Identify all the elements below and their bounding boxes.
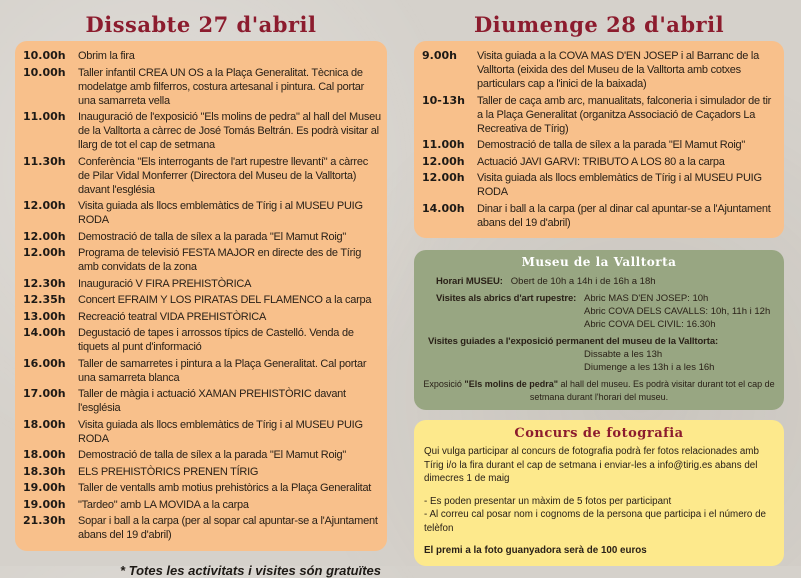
- event-time: 12.00h: [23, 246, 66, 259]
- event-time: 9.00h: [422, 49, 457, 62]
- event-description: Demostració de talla de sílex a la parada "El Mamut Roig": [477, 139, 746, 151]
- contest-rule: - Es poden presentar un màxim de 5 fotos per participant: [424, 495, 672, 507]
- event-description: Taller de ventalls amb motius prehistòrics a la Plaça Generalitat: [78, 482, 372, 494]
- schedule-row: [422, 202, 779, 230]
- event-description: Programa de televisió FESTA MAJOR en directe des de Tírig amb convidats de la zona: [78, 247, 362, 273]
- saturday-title: Dissabte 27 d'abril: [85, 12, 317, 37]
- schedule-row: [422, 171, 779, 199]
- schedule-row: [23, 246, 382, 274]
- event-time: 12.30h: [23, 276, 66, 290]
- event-description: Degustació de tapes i arrossos típics de Castelló. Venda de tiquets al punt d'informació: [78, 327, 354, 353]
- event-description: Conferència "Els interrogants de l'art rupestre llevantí" a càrrec de Pilar Vidal Monferrer (Directora del Museu de la Valltorta) davant l'església: [78, 155, 368, 196]
- hours-value: Obert de 10h a 14h i de 16h a 18h: [510, 276, 656, 287]
- schedule-row: [23, 66, 382, 108]
- event-time: 10.00h: [23, 49, 66, 62]
- event-description: "Tardeo" amb LA MOVIDA a la carpa: [78, 498, 249, 511]
- saturday-column: [15, 0, 387, 578]
- guided-label: Visites guiades a l'exposició permanent del museu de la Valltorta:: [428, 336, 719, 347]
- schedule-row: [422, 94, 779, 136]
- guided-item: Diumenge a les 13h i a les 16h: [584, 362, 715, 373]
- event-time: 13.00h: [23, 309, 66, 323]
- contest-title: Concurs de fotografia: [514, 426, 684, 441]
- event-description: Demostració de talla de sílex a la parada "El Mamut Roig": [78, 449, 347, 461]
- event-description: Taller de màgia i actuació XAMAN PREHISTÒRIC davant l'església: [78, 388, 346, 414]
- schedule-row: [23, 465, 382, 479]
- event-description: Taller de caça amb arc, manualitats, falconeria i simulador de tir a la Plaça Generalitat (organitza Associació de Caçadors La Recreativa de Tírig): [477, 94, 772, 135]
- shelters-label: Visites als abrics d'art rupestre:: [436, 293, 577, 304]
- event-description: Inauguració de l'exposició "Els molins de pedra" al hall del Museu de la Valltorta a càrrec de José Tomás Beltrán. Es podrà visitar al llarg de tot el cap de setmana: [78, 111, 381, 151]
- contest-prize: El premi a la foto guanyadora serà de 100 euros: [424, 545, 647, 556]
- event-description: Actuació JAVI GARVI: TRIBUTO A LOS 80 a la carpa: [477, 155, 725, 168]
- schedule-row: [23, 514, 382, 542]
- exhibition-note: [422, 378, 776, 404]
- event-time: 19.00h: [23, 497, 66, 511]
- event-description: Visita guiada als llocs emblemàtics de Tírig i al MUSEU PUIG RODA: [78, 200, 363, 226]
- event-time: 14.00h: [23, 326, 66, 339]
- event-description: Sopar i ball a la carpa (per al sopar cal apuntar-se a l'Ajuntament abans del 19 d'abril): [78, 515, 378, 541]
- sunday-column: [414, 0, 784, 566]
- schedule-row: [23, 199, 382, 227]
- event-time: 18.30h: [23, 464, 66, 478]
- saturday-schedule: [15, 41, 387, 551]
- schedule-row: [23, 277, 382, 291]
- event-time: 17.00h: [23, 387, 66, 400]
- schedule-row: [23, 230, 382, 244]
- event-description: Demostració de talla de sílex a la parada "El Mamut Roig": [78, 230, 347, 243]
- event-description: Inauguració V FIRA PREHISTÒRICA: [78, 277, 252, 290]
- event-time: 16.00h: [23, 356, 66, 370]
- event-description: ELS PREHISTÒRICS PRENEN TÍRIG: [78, 465, 259, 478]
- event-time: 12.00h: [23, 199, 66, 212]
- event-time: 11.00h: [23, 110, 66, 123]
- schedule-row: [23, 310, 382, 324]
- museum-title: Museu de la Valltorta: [521, 255, 677, 269]
- event-description: Visita guiada als llocs emblemàtics de Tírig i al MUSEU PUIG RODA: [477, 172, 762, 198]
- expo-name: "Els molins de pedra": [464, 379, 558, 389]
- schedule-row: [23, 110, 382, 152]
- event-time: 11.00h: [422, 138, 465, 151]
- event-description: Taller infantil CREA UN OS a la Plaça Generalitat. Tècnica de modelatge amb filferros, costura artesanal i pintura. Cal portar una samarreta vella: [78, 66, 365, 107]
- schedule-row: [422, 138, 779, 152]
- schedule-row: [23, 387, 382, 415]
- hours-label: Horari MUSEU:: [436, 276, 503, 287]
- event-time: 12.00h: [23, 229, 66, 243]
- shelter-item: Abric MAS D'EN JOSEP: 10h: [584, 293, 709, 304]
- event-description: Concert EFRAIM Y LOS PIRATAS DEL FLAMENCO a la carpa: [78, 294, 372, 306]
- event-time: 10-13h: [422, 93, 466, 107]
- schedule-row: [23, 498, 382, 512]
- event-time: 11.30h: [23, 154, 66, 168]
- schedule-row: [23, 481, 382, 495]
- expo-suffix: al hall del museu. Es podrà visitar durant tot el cap de setmana durant l'horari del museu.: [529, 379, 775, 402]
- schedule-row: [23, 326, 382, 354]
- photo-contest: [414, 420, 784, 566]
- guided-item: Dissabte a les 13h: [584, 349, 663, 360]
- event-time: 12.00h: [422, 154, 465, 168]
- schedule-row: [23, 418, 382, 446]
- contest-intro: Qui vulga participar al concurs de fotografia podrà fer fotos relacionades amb Tírig i/o la fira durant el cap de setmana i enviar-les a info@tirig.es abans del dimecres 1 de maig: [424, 446, 759, 484]
- schedule-row: [23, 49, 382, 63]
- schedule-row: [23, 357, 382, 385]
- event-time: 14.00h: [422, 201, 465, 215]
- event-description: Taller de samarretes i pintura a la Plaça Generalitat. Cal portar una samarreta blanca: [78, 357, 367, 384]
- event-description: Visita guiada a la COVA MAS D'EN JOSEP i al Barranc de la Valltorta (eixida des del Museu de la Valltorta amb cotxes particulars cap a l'inici de la baixada): [477, 50, 759, 90]
- event-time: 10.00h: [23, 65, 66, 79]
- event-time: 18.00h: [23, 417, 66, 431]
- event-description: Obrim la fira: [78, 50, 135, 62]
- event-time: 21.30h: [23, 514, 66, 527]
- shelter-item: Abric COVA DEL CIVIL: 16.30h: [584, 319, 716, 330]
- event-time: 12.00h: [422, 171, 465, 184]
- schedule-row: [422, 49, 779, 91]
- event-description: Dinar i ball a la carpa (per al dinar cal apuntar-se a l'Ajuntament abans del 19 d'abril): [477, 202, 771, 229]
- schedule-row: [23, 293, 382, 307]
- sunday-schedule: [414, 41, 784, 238]
- free-activities-note: * Totes les activitats i visites són gratuïtes: [119, 562, 381, 578]
- event-description: Visita guiada als llocs emblemàtics de Tírig i al MUSEU PUIG RODA: [78, 418, 363, 445]
- shelter-item: Abric COVA DELS CAVALLS: 10h, 11h i 12h: [584, 306, 771, 317]
- schedule-row: [23, 448, 382, 462]
- event-description: Recreació teatral VIDA PREHISTÒRICA: [78, 310, 267, 323]
- schedule-row: [23, 155, 382, 197]
- sunday-title: Diumenge 28 d'abril: [473, 12, 725, 37]
- expo-prefix: Exposició: [423, 379, 465, 389]
- museum-info: [414, 250, 784, 410]
- event-time: 12.35h: [23, 293, 66, 306]
- schedule-row: [422, 155, 779, 169]
- contest-rule: - Al correu cal posar nom i cognoms de la persona que participa i el número de telèfon: [424, 509, 766, 534]
- event-time: 18.00h: [23, 448, 66, 461]
- event-time: 19.00h: [23, 481, 66, 494]
